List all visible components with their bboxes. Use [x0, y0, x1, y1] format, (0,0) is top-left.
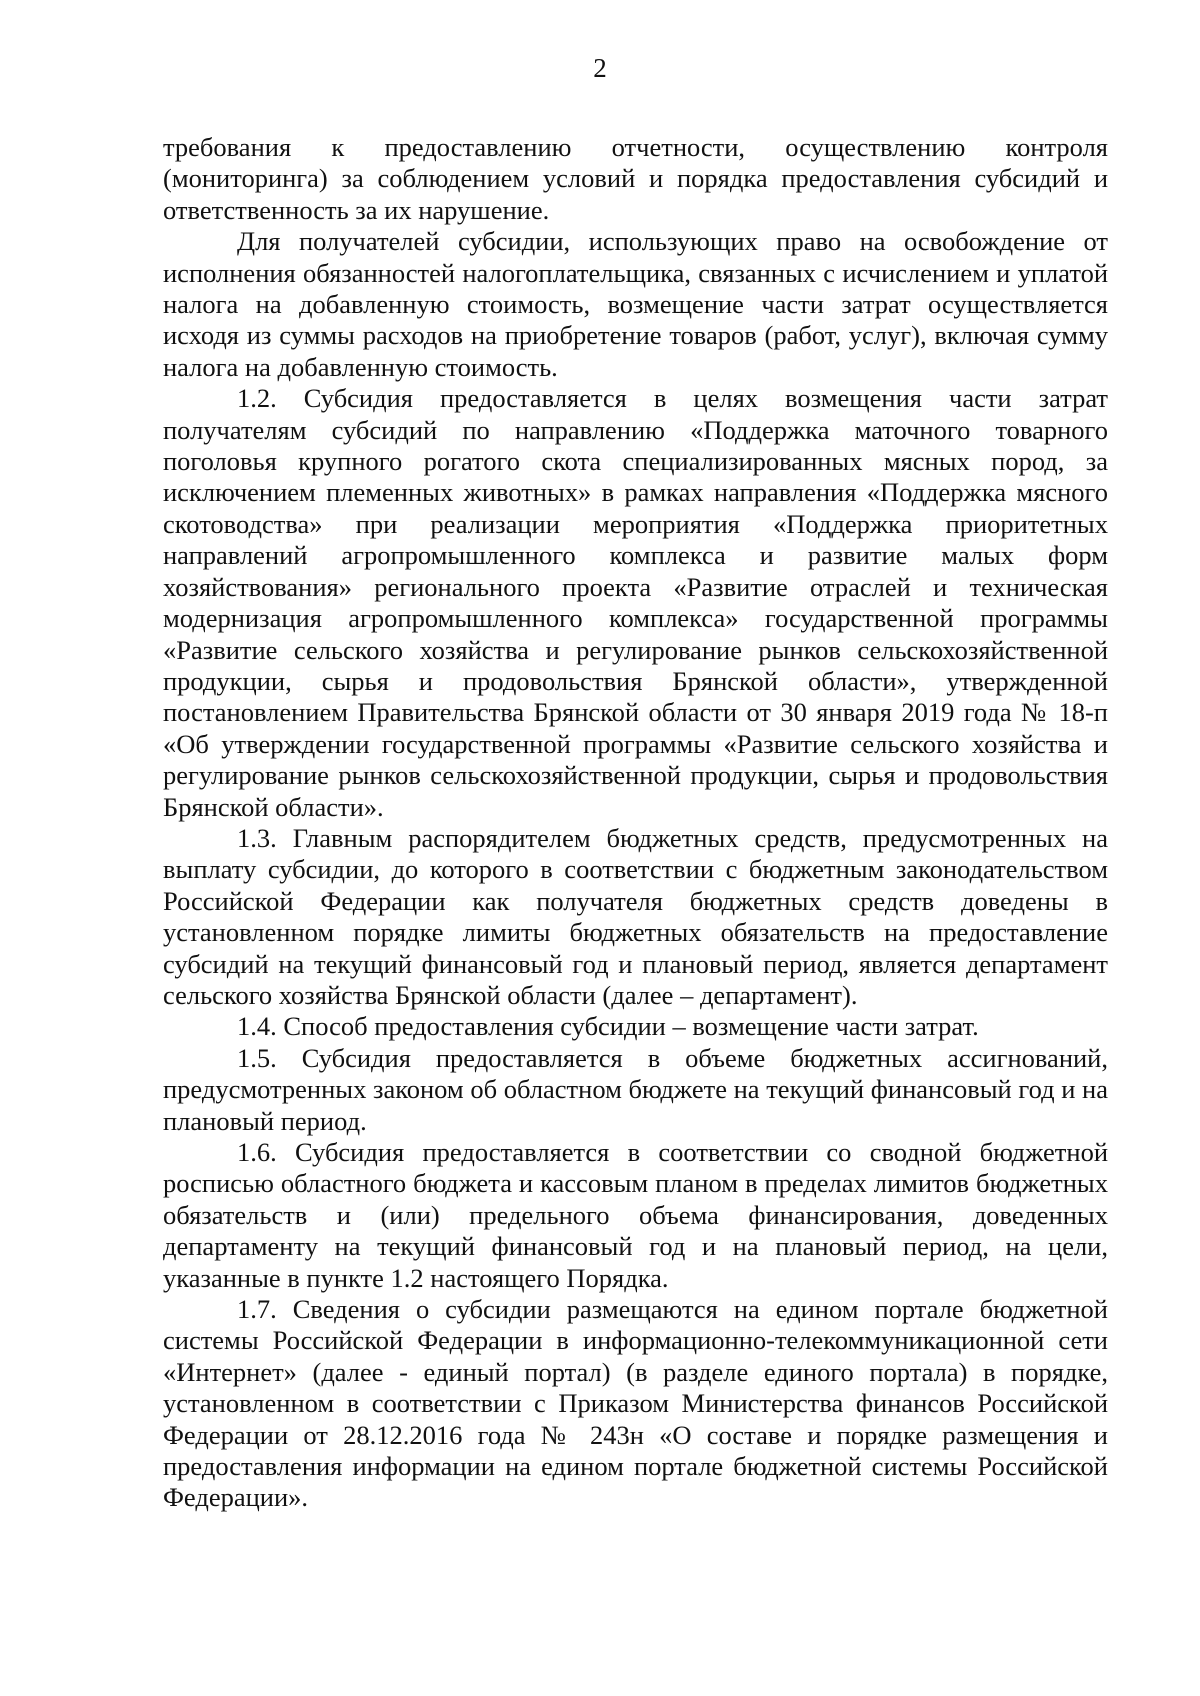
paragraph-1-2: 1.2. Субсидия предоставляется в целях возмещения части затрат получателям субсидий по направлению «Поддержка маточного товарного поголовья крупного рогатого скота специализированных мясных пород, за исключением племенных животных» в рамках направления «Поддержка мясного скотоводства» при реализации мероприятия «Поддержка приоритетных направлений агропромышленного комплекса и развитие малых форм хозяйствования» регионального проекта «Развитие отраслей и техническая модернизация агропромышленного комплекса» государственной программы «Развитие сельского хозяйства и регулирование рынков сельскохозяйственной продукции, сырья и продовольствия Брянской области», утвержденной постановлением Правительства Брянской области от 30 января 2019 года № 18-п «Об утверждении государственной программы «Развитие сельского хозяйства и регулирование рынков сельскохозяйственной продукции, сырья и продовольствия Брянской области». — [163, 383, 1108, 822]
paragraph-1-6: 1.6. Субсидия предоставляется в соответствии со сводной бюджетной росписью областного бюджета и кассовым планом в пределах лимитов бюджетных обязательств и (или) предельного объема финансирования, доведенных департаменту на текущий финансовый год и на плановый период, на цели, указанные в пункте 1.2 настоящего Порядка. — [163, 1137, 1108, 1293]
paragraph-vat-exemption: Для получателей субсидии, использующих право на освобождение от исполнения обязанностей налогоплательщика, связанных с исчислением и уплатой налога на добавленную стоимость, возмещение части затрат осуществляется исходя из суммы расходов на приобретение товаров (работ, услуг), включая сумму налога на добавленную стоимость. — [163, 226, 1108, 382]
paragraph-1-3: 1.3. Главным распорядителем бюджетных средств, предусмотренных на выплату субсидии, до которого в соответствии с бюджетным законодательством Российской Федерации как получателя бюджетных средств доведены в установленном порядке лимиты бюджетных обязательств на предоставление субсидий на текущий финансовый год и плановый период, является департамент сельского хозяйства Брянской области (далее – департамент). — [163, 822, 1108, 1010]
document-body — [163, 132, 1108, 1514]
paragraph-1-7: 1.7. Сведения о субсидии размещаются на едином портале бюджетной системы Российской Федерации в информационно-телекоммуникационной сети «Интернет» (далее - единый портал) (в разделе единого портала) в порядке, установленном в соответствии с Приказом Министерства финансов Российской Федерации от 28.12.2016 года № 243н «О составе и порядке размещения и предоставления информации на едином портале бюджетной системы Российской Федерации». — [163, 1294, 1108, 1513]
paragraph-1-4: 1.4. Способ предоставления субсидии – возмещение части затрат. — [237, 1011, 979, 1042]
page-number: 2 — [593, 53, 607, 83]
paragraph-1-5: 1.5. Субсидия предоставляется в объеме бюджетных ассигнований, предусмотренных законом об областном бюджете на текущий финансовый год и на плановый период. — [163, 1042, 1108, 1136]
paragraph-continuation: требования к предоставлению отчетности, осуществлению контроля (мониторинга) за соблюдением условий и порядка предоставления субсидий и ответственность за их нарушение. — [163, 132, 1108, 225]
